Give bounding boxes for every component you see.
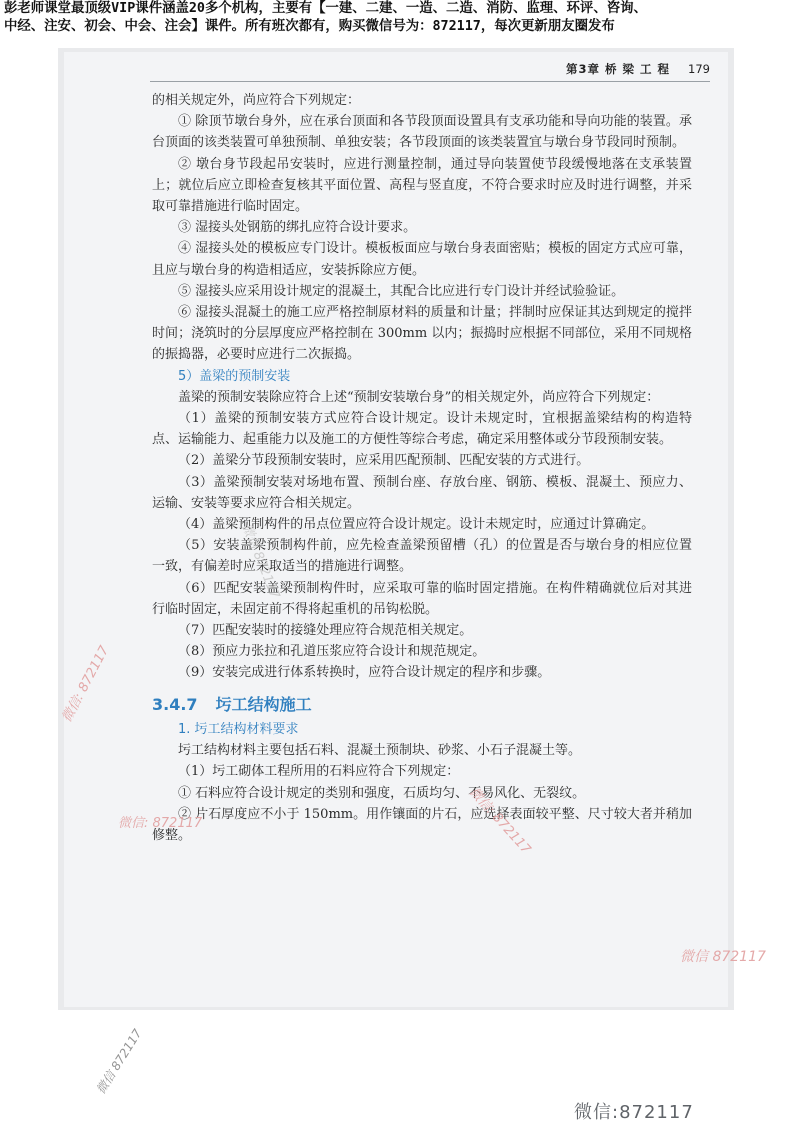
- list-item: （6）匹配安装盖梁预制构件时，应采取可靠的临时固定措施。在构件精确就位后对其进行临时固定，未固定前不得将起重机的吊钩松脱。: [152, 580, 692, 617]
- section-heading: [152, 694, 692, 715]
- watermark: 微信: 872117: [118, 816, 203, 831]
- promo-banner: [0, 0, 800, 36]
- paragraph: ③ 湿接头处钢筋的绑扎应符合设计要求。: [178, 220, 417, 236]
- watermark: 微信: 872117: [59, 643, 113, 725]
- paragraph: ① 除顶节墩台身外，应在承台顶面和各节段顶面设置具有支承功能和导向功能的装置。承台顶面的该类装置可单独预制、单独安装；各节段顶面的该类装置宜与墩台身节段同时预制。: [152, 114, 692, 151]
- running-header: [64, 58, 728, 80]
- watermark: 微信: 872117: [465, 784, 534, 858]
- list-item: （1）盖梁的预制安装方式应符合设计规定。设计未规定时，宜根据盖梁结构的构造特点、运输能力、起重能力以及施工的方便性等综合考虑，确定采用整体或分节段预制安装。: [152, 411, 692, 448]
- list-item: （3）盖梁预制安装对场地布置、预制台座、存放台座、钢筋、模板、混凝土、预应力、运输、安装等要求应符合相关规定。: [152, 474, 692, 511]
- header-divider: [150, 81, 710, 82]
- list-item: （4）盖梁预制构件的吊点位置应符合设计规定。设计未规定时，应通过计算确定。: [178, 517, 655, 533]
- list-item: （8）预应力张拉和孔道压浆应符合设计和规范规定。: [178, 644, 486, 660]
- paragraph: ⑥ 湿接头混凝土的施工应严格控制原材料的质量和计量；拌制时应保证其达到规定的搅拌时间；浇筑时的分层厚度应严格控制在 300mm 以内；振捣时应根据不同部位，采用不同规格的振捣器，必要时应进行二次振捣。: [152, 305, 692, 363]
- page-number: 179: [688, 62, 710, 76]
- chapter-title: 第3章 桥 梁 工 程: [566, 62, 671, 76]
- watermark: 微信 872117: [680, 949, 766, 965]
- subsection-heading: 5）盖梁的预制安装: [178, 368, 291, 384]
- paragraph: 圬工结构材料主要包括石料、混凝土预制块、砂浆、小石子混凝土等。: [178, 743, 582, 759]
- list-item: （7）匹配安装时的接缝处理应符合规范相关规定。: [178, 623, 473, 639]
- banner-line-1: 彭老师课堂最顶级VIP课件涵盖20多个机构，主要有【一建、二建、一造、二造、消防、监理、环评、咨询、: [4, 1, 647, 16]
- banner-line-2: 中经、注安、初会、中会、注会】课件。所有班次都有，购买微信号为：872117，每次更新朋友圈发布: [4, 19, 615, 34]
- paragraph: ② 片石厚度应不小于 150mm。用作镶面的片石，应选择表面较平整、尺寸较大者并稍加修整。: [152, 806, 692, 843]
- paragraph: 的相关规定外，尚应符合下列规定：: [152, 93, 361, 108]
- section-number: 3.4.7: [152, 694, 198, 714]
- subsection-heading: 1. 圬工结构材料要求: [178, 721, 299, 737]
- paragraph: ① 石料应符合设计规定的类别和强度，石质均匀、不易风化、无裂纹。: [178, 785, 586, 801]
- paragraph: ② 墩台身节段起吊安装时，应进行测量控制，通过导向装置使节段缓慢地落在支承装置上；就位后应立即检查复核其平面位置、高程与竖直度，不符合要求时应及时进行调整，并采取可靠措施进行临时固定。: [152, 156, 692, 215]
- paragraph: 盖梁的预制安装除应符合上述“预制安装墩台身”的相关规定外，尚应符合下列规定：: [178, 389, 660, 405]
- paragraph: （1）圬工砌体工程所用的石料应符合下列规定：: [178, 764, 460, 780]
- list-item: （9）安装完成进行体系转换时，应符合设计规定的程序和步骤。: [178, 665, 551, 681]
- paragraph: ⑤ 湿接头应采用设计规定的混凝土，其配合比应进行专门设计并经试验验证。: [178, 283, 625, 299]
- watermark: 微信 872117: [93, 1026, 145, 1097]
- page-body: [152, 90, 692, 846]
- watermark: 微信:872117: [574, 1102, 694, 1123]
- watermark: 微信 872117: [238, 521, 283, 602]
- section-title: 圬工结构施工: [215, 694, 312, 714]
- paragraph: ④ 湿接头处的模板应专门设计。模板板面应与墩台身表面密贴；模板的固定方式应可靠，且应与墩台身的构造相适应，安装拆除应方便。: [152, 241, 692, 278]
- list-item: （5）安装盖梁预制构件前，应先检查盖梁预留槽（孔）的位置是否与墩台身的相应位置一致，有偏差时应采取适当的措施进行调整。: [152, 538, 692, 575]
- list-item: （2）盖梁分节段预制安装时，应采用匹配预制、匹配安装的方式进行。: [178, 453, 590, 469]
